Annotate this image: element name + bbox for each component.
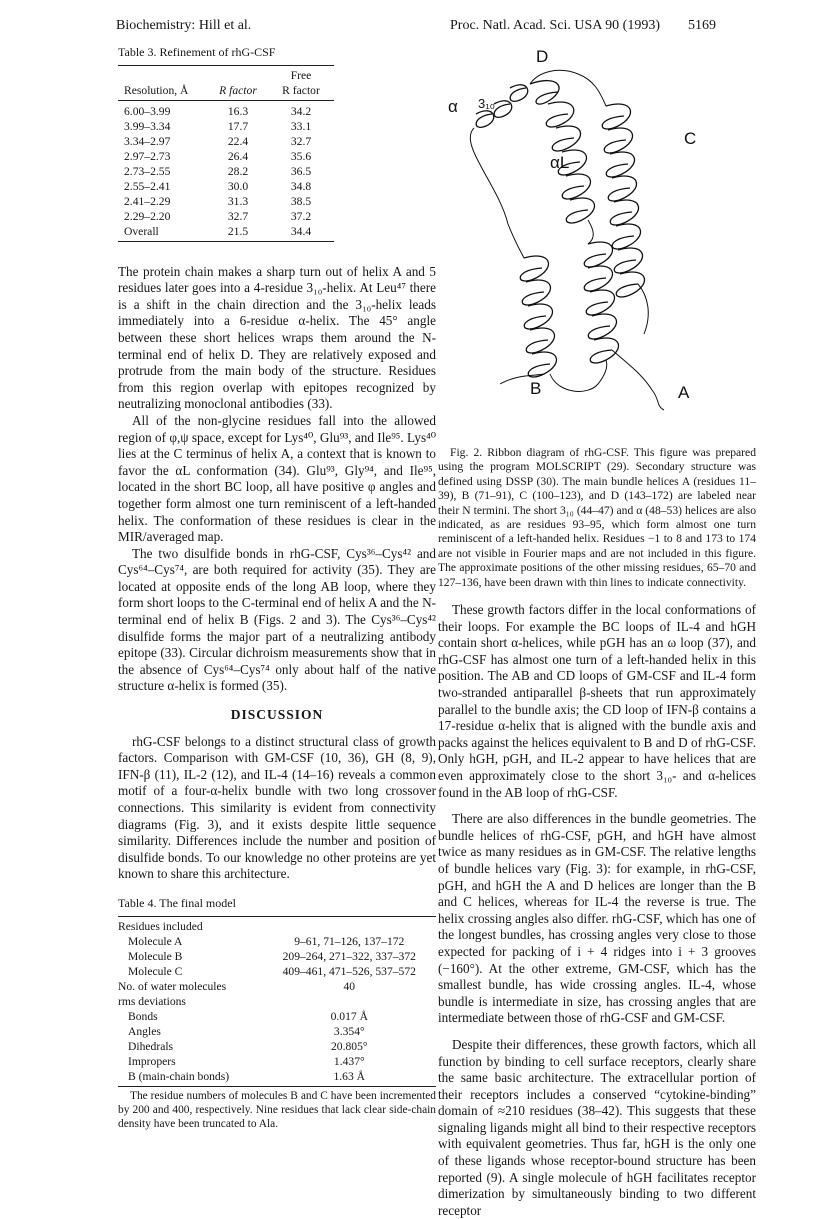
table3-col-free-top: Free [268,65,334,83]
table4-label: No. of water molecules [118,979,227,993]
paragraph-disulfide: The two disulfide bonds in rhG-CSF, Cys³⁶–Cys⁴² and Cys⁶⁴–Cys⁷⁴, are both required for activity (35). They are located at opposite ends of the long AB loop, where they form short loops to the C-terminal end of helix A and the N-terminal end of helix B (Figs. 2 and 3). The Cys³⁶–Cys⁴² disulfide forms the major part of a neutralizing antibody epitope (33). Circular dichroism measurements show that in the absence of Cys⁶⁴–Cys⁷⁴ only about half of the native structure α-helix is formed (35). [118,545,436,694]
table3-cell: 2.73–2.55 [124,164,171,178]
table3-col-r: R factor [208,83,268,101]
right-column [438,44,756,1219]
table4-row [118,934,436,949]
table3-cell: 3.34–2.97 [124,134,171,148]
table3-cell: 2.97–2.73 [124,149,171,163]
table3-cell: 32.7 [227,209,249,223]
table3-cell: 2.41–2.29 [124,194,171,208]
table4-row [118,979,436,994]
table3-cell: 6.00–3.99 [124,104,171,118]
table4-label: Molecule A [128,934,183,948]
table3-caption: Table 3. Refinement of rhG-CSF [118,45,276,59]
table3-cell: 21.5 [208,224,268,242]
table3-row [118,179,334,194]
table4-value: 209–264, 271–322, 337–372 [282,949,416,963]
table4-row [118,916,436,934]
table3-cell: 26.4 [227,149,249,163]
table3-cell: 17.7 [227,119,249,133]
paragraph-discussion-intro: rhG-CSF belongs to a distinct structural class of growth factors. Comparison with GM-CSF (10, 36), GH (8, 9), IFN-β (11), IL-2 (12), and IL-4 (14–16) reveals a common motif of a four-α-helix bundle with two long crossover connections. This similarity is evident from connectivity diagrams (Fig. 3), and it exists despite little sequence similarity. Differences include the number and position of disulfide bonds. To our knowledge no other proteins are yet known to share this architecture. [118,733,436,882]
table3-row [118,209,334,224]
table3-col-resolution: Resolution, Å [118,83,208,101]
table3-cell: 36.5 [290,164,312,178]
table3-row [118,119,334,134]
table4-value: 20.805° [331,1039,368,1053]
helix-b-ribbon [520,256,556,377]
table4-caption: Table 4. The final model [118,895,236,910]
table4-value: 409–461, 471–526, 537–572 [282,964,416,978]
table4-label: Impropers [128,1054,176,1068]
label-helix-b: B [530,379,542,398]
table3-col-free-bottom: R factor [268,83,334,101]
table3-cell: 30.0 [227,179,249,193]
table3-cell: 32.7 [290,134,312,148]
paragraph-helix-turn: The protein chain makes a sharp turn out of helix A and 5 residues later goes into a 4-residue 3₁₀-helix. At Leu⁴⁷ there is a shift in the chain direction and the 3₁₀-helix leads immediately into a 6-residue α-helix. The 45° angle between these short helices wraps them around the N-terminal end of helix D. They are relatively exposed and protrude from the main body of the structure. Residues from this region overlap with epitopes recognized by neutralizing monoclonal antibodies (33). [118,263,436,412]
table4-value [263,994,436,1009]
paragraph-bundle-geometries: There are also differences in the bundle geometries. The bundle helices of rhG-CSF, pGH, and hGH have almost twice as many residues as in GM-CSF. The relative lengths of bundle helices vary (Fig. 3): for example, in rhG-CSF, pGH, and hGH the A and D helices are longer than the B and C helices, whereas for IL-4 the reverse is true. The helix crossing angles also differ. rhG-CSF, which has one of the longest bundles, has crossing angles very close to those expected for packing of i + 4 ridges into i + 3 grooves (−160°). At the other extreme, GM-CSF, which has the smallest bundle, has wide crossing angles. IL-4, whose bundle is intermediate in size, has crossing angles that are intermediate between those of rhG-CSF and GM-CSF. [438,811,756,1026]
journal-citation: Proc. Natl. Acad. Sci. USA 90 (1993) [450,18,660,33]
table4-value: 3.354° [333,1024,365,1038]
table3-row [118,224,334,242]
table4-label: Bonds [128,1009,158,1023]
section-heading-discussion: DISCUSSION [230,707,324,723]
table3-cell: 34.8 [290,179,312,193]
label-alpha-helix: α [448,97,458,116]
label-helix-c: C [684,129,697,148]
table3-row [118,134,334,149]
table3-cell: 31.3 [227,194,249,208]
table3-cell: 2.55–2.41 [124,179,171,193]
paragraph-phi-psi: All of the non-glycine residues fall into the allowed region of φ,ψ space, except for Lys⁴⁰, Glu⁹³, and Ile⁹⁵. Lys⁴⁰ lies at the C terminus of helix A, a context that is known to favor the αL conformation (34). Glu⁹³, Gly⁹⁴, and Ile⁹⁵, located in the short BC loop, all have positive φ angles and together form almost one turn reminiscent of a left-handed helix. The conformation of these residues is clear in the MIR/averaged map. [118,412,436,545]
table4-row [118,994,436,1009]
table4-row [118,1069,436,1087]
table4-label: Molecule C [128,964,183,978]
table4-label: Residues included [118,916,263,934]
table4-value: 40 [343,979,356,993]
table4-value: 0.017 Å [330,1009,368,1023]
label-alpha-l: αL [550,153,570,172]
table3-cell: 35.6 [290,149,312,163]
figure2-ribbon-diagram [438,44,756,440]
table4-row [118,1039,436,1054]
ribbon-diagram-svg [438,44,756,440]
table3-cell: 28.2 [227,164,249,178]
table4-label: B (main-chain bonds) [118,1069,263,1087]
table3-cell: 34.4 [268,224,334,242]
table4-label: Angles [128,1024,161,1038]
paragraph-loop-conformations: These growth factors differ in the local conformations of their loops. For example the BC loops of IL-4 and hGH contain short α-helices, while pGH has an ω loop (37), and rhG-CSF has almost one turn of a left-handed helix in this position. The AB and CD loops of GM-CSF and IL-4 form two-stranded antiparallel β-sheets that run approximately parallel to the bundle axis; the CD loop of IFN-β contains a 17-residue α-helix that is aligned with the bundle axis and packs against the helices equivalent to B and D of rhG-CSF. Only hGH, pGH, and IL-2 appear to have helices that are even approximately close to the short 3₁₀- and α-helices found in the AB loop of rhG-CSF. [438,602,756,800]
table4-value: 1.437° [333,1054,365,1068]
page-number: 5169 [688,18,716,33]
figure2-caption: Fig. 2. Ribbon diagram of rhG-CSF. This figure was prepared using the program MOLSCRIPT (29). Secondary structure was defined using DSSP (30). The main bundle helices A (residues 11–39), B (71–91), C (100–123), and D (143–172) are labeled near their N termini. The short 3₁₀ (44–47) and α (48–53) helices are also indicated, as are residues 93–95, which form almost one turn reminiscent of a left-handed helix. Residues −1 to 8 and 173 to 174 are not visible in Fourier maps and are not included in this figure. The approximate positions of the other missing residues, 65–70 and 127–136, have been drawn with thin lines to indicate connectivity. [438,446,756,589]
table3-row [118,149,334,164]
table3-cell: 16.3 [227,104,249,118]
paragraph-receptor-binding: Despite their differences, these growth factors, which all function by binding to cell surface receptors, clearly share the same basic architecture. The extracellular portion of their receptors includes a conserved “cytokine-binding” domain of ≈210 residues (38–42). This suggests that these signaling ligands might all bind to their respective receptors with equivalent geometries. Thus far, hGH is the only one of these ligands whose receptor-bound structure has been reported (9). A single molecule of hGH facilitates receptor dimerization by simultaneously binding to two different receptor [438,1036,756,1218]
table4-footnote: The residue numbers of molecules B and C have been incremented by 200 and 400, respectively. Nine residues that lack clear side-chain density have been truncated to Ala. [118,1089,436,1130]
running-header-right [450,18,716,34]
helix-d-ribbon [530,81,595,223]
table3-cell: Overall [118,224,208,242]
table3-row [118,164,334,179]
label-helix-d: D [536,47,549,66]
table4-row [118,1024,436,1039]
table3-cell: 22.4 [227,134,249,148]
table3-cell: 2.29–2.20 [124,209,171,223]
table4-value: 9–61, 71–126, 137–172 [294,934,405,948]
helix-a-ribbon [584,242,618,363]
left-column [118,44,436,1131]
table3-cell: 37.2 [290,209,312,223]
table3-row [118,194,334,209]
table4-value [263,916,436,934]
table3-cell: 33.1 [290,119,312,133]
table3 [118,65,334,242]
label-3-10-helix: 3₁₀ [478,96,496,111]
table3-cell: 34.2 [290,104,312,118]
table4-value: 1.63 Å [263,1069,436,1087]
table3-row [118,100,334,119]
running-header-left: Biochemistry: Hill et al. [116,18,252,33]
table4-label: Molecule B [128,949,183,963]
table4-row [118,964,436,979]
table3-cell: 38.5 [290,194,312,208]
table4 [118,916,436,1087]
table3-cell: 3.99–3.34 [124,119,171,133]
table4-row [118,949,436,964]
table4-row [118,1054,436,1069]
table4-label: Dihedrals [128,1039,174,1053]
label-helix-a: A [678,383,690,402]
table4-row [118,1009,436,1024]
table4-label: rms deviations [118,994,186,1008]
